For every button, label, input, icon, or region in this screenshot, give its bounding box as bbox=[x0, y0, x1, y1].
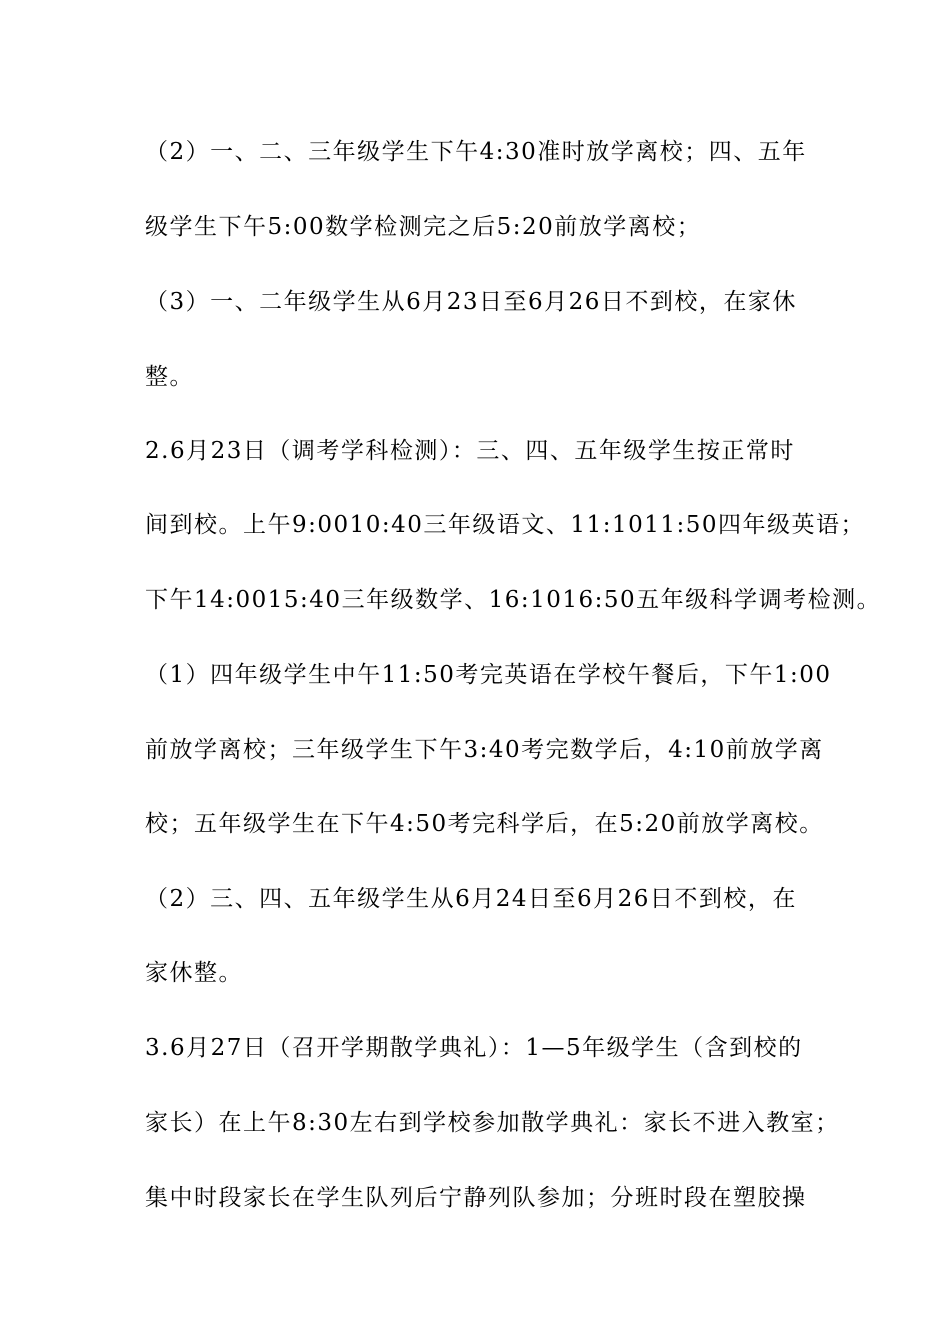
text-line: 家长）在上午8:30左右到学校参加散学典礼：家长不进入教室； bbox=[145, 1110, 840, 1136]
text-line: （3）一、二年级学生从6月23日至6月26日不到校，在家休 bbox=[145, 289, 797, 315]
text-line: 整。 bbox=[145, 364, 194, 390]
text-line: 校；五年级学生在下午4:50考完科学后，在5:20前放学离校。 bbox=[145, 811, 824, 837]
text-line: 2.6月23日（调考学科检测）：三、四、五年级学生按正常时 bbox=[145, 438, 795, 464]
text-line: （2）一、二、三年级学生下午4:30准时放学离校；四、五年 bbox=[145, 139, 807, 165]
text-line: 3.6月27日（召开学期散学典礼）：1—5年级学生（含到校的 bbox=[145, 1035, 803, 1061]
text-line: 级学生下午5:00数学检测完之后5:20前放学离校； bbox=[145, 214, 702, 240]
text-line: （2）三、四、五年级学生从6月24日至6月26日不到校，在 bbox=[145, 886, 797, 912]
text-line: 间到校。上午9:0010:40三年级语文、11:1011:50四年级英语； bbox=[145, 512, 865, 538]
text-line: 集中时段家长在学生队列后宁静列队参加；分班时段在塑胶操 bbox=[145, 1185, 807, 1211]
text-line: 下午14:0015:40三年级数学、16:1016:50五年级科学调考检测。 bbox=[145, 587, 882, 613]
text-line: 前放学离校；三年级学生下午3:40考完数学后，4:10前放学离 bbox=[145, 737, 824, 763]
text-line: （1）四年级学生中午11:50考完英语在学校午餐后，下午1:00 bbox=[145, 662, 832, 688]
text-line: 家休整。 bbox=[145, 960, 243, 986]
